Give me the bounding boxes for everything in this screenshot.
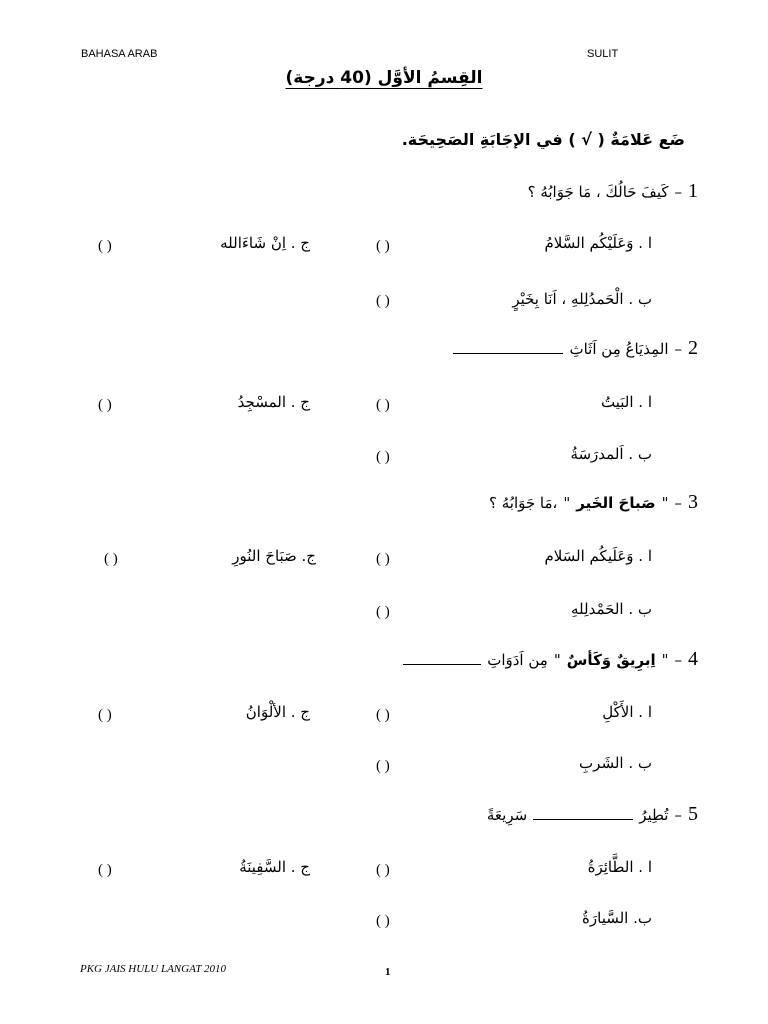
answer-box[interactable]: ( ) <box>98 397 112 413</box>
quote-open: " <box>661 494 669 512</box>
header-classification: SULIT <box>587 48 619 60</box>
question-5 <box>487 803 698 826</box>
answer-blank <box>403 650 481 665</box>
question-number: 2 <box>688 337 698 359</box>
header-subject: BAHASA ARAB <box>81 48 158 60</box>
answer-box[interactable]: ( ) <box>376 238 390 254</box>
option-c: ج . اِنْ شَاءَالله <box>220 234 310 252</box>
option-a: ا . البَيتُ <box>601 393 652 411</box>
question-text: تُطِيرُ <box>639 806 669 824</box>
question-number: 4 <box>688 648 698 670</box>
answer-box[interactable]: ( ) <box>104 551 118 567</box>
question-dash: – <box>674 651 682 669</box>
answer-box[interactable]: ( ) <box>376 913 390 929</box>
option-c: ج. صَبَاحَ النُورِ <box>232 547 316 565</box>
question-text: ،مَا جَوَابُهُ ؟ <box>489 494 558 512</box>
quote-open: " <box>661 651 669 669</box>
answer-box[interactable]: ( ) <box>98 862 112 878</box>
option-b: ب . اَلمدرَسَةُ <box>570 445 652 463</box>
quote-close: " <box>563 494 571 512</box>
answer-box[interactable]: ( ) <box>376 604 390 620</box>
option-b: ب . الشَربِ <box>579 754 652 772</box>
question-4 <box>403 648 698 671</box>
answer-box[interactable]: ( ) <box>98 238 112 254</box>
answer-box[interactable]: ( ) <box>376 449 390 465</box>
question-text-after: سَرِيعَةً <box>486 806 528 824</box>
question-phrase: صَباحَ الخَير <box>576 494 656 512</box>
question-text: المِذيَاعُ مِن اَثَاثِ <box>569 340 669 358</box>
question-dash: – <box>674 183 682 201</box>
question-number: 1 <box>688 180 698 202</box>
question-dash: – <box>674 806 682 824</box>
option-b: ب . الْحَمدُلِلهِ ، اَنَا بِخَيْرٍ <box>512 290 652 308</box>
answer-box[interactable]: ( ) <box>376 758 390 774</box>
question-number: 5 <box>688 803 698 825</box>
page-number: 1 <box>385 966 391 978</box>
answer-box[interactable]: ( ) <box>376 707 390 723</box>
option-a: ا . الأَكْلِ <box>602 703 652 721</box>
answer-box[interactable]: ( ) <box>376 862 390 878</box>
option-b: ب. السَّيارَةُ <box>582 909 652 927</box>
quote-close: " <box>553 651 561 669</box>
option-b: ب . الحَمْدلِلهِ <box>571 600 652 618</box>
option-c: ج . الألْوَانُ <box>245 703 310 721</box>
option-c: ج . المسْجِدُ <box>237 393 310 411</box>
question-dash: – <box>674 494 682 512</box>
answer-blank <box>533 805 633 820</box>
answer-blank <box>453 339 563 354</box>
question-text: كَيفَ حَالُكَ ، مَا جَوَابُهُ ؟ <box>527 183 669 201</box>
option-a: ا . الطَّائِرَةُ <box>587 858 652 876</box>
footer-source: PKG JAIS HULU LANGAT 2010 <box>80 963 227 975</box>
instruction: ضَع عَلامَةٌ ( √ ) في الإجَابَةِ الصَحِيحَة. <box>401 130 685 149</box>
question-phrase: اِبرِيقٌ وَكَأسٌ <box>566 651 656 669</box>
answer-box[interactable]: ( ) <box>376 293 390 309</box>
question-text: مِن اَدَوَاتِ <box>487 651 548 669</box>
question-number: 3 <box>688 491 698 513</box>
answer-box[interactable]: ( ) <box>98 707 112 723</box>
question-dash: – <box>674 340 682 358</box>
answer-box[interactable]: ( ) <box>376 551 390 567</box>
answer-box[interactable]: ( ) <box>376 397 390 413</box>
option-a: ا . وَعَلَيكُم السَلام <box>544 547 652 565</box>
question-3 <box>489 491 698 514</box>
question-1 <box>528 180 698 203</box>
section-title: القِسمُ الأوَّل (40 درجة) <box>285 68 483 88</box>
option-c: ج . السَّفِينَةُ <box>239 858 310 876</box>
question-2 <box>453 337 698 360</box>
option-a: ا . وَعَلَيْكُم السَّلامُ <box>544 234 652 252</box>
